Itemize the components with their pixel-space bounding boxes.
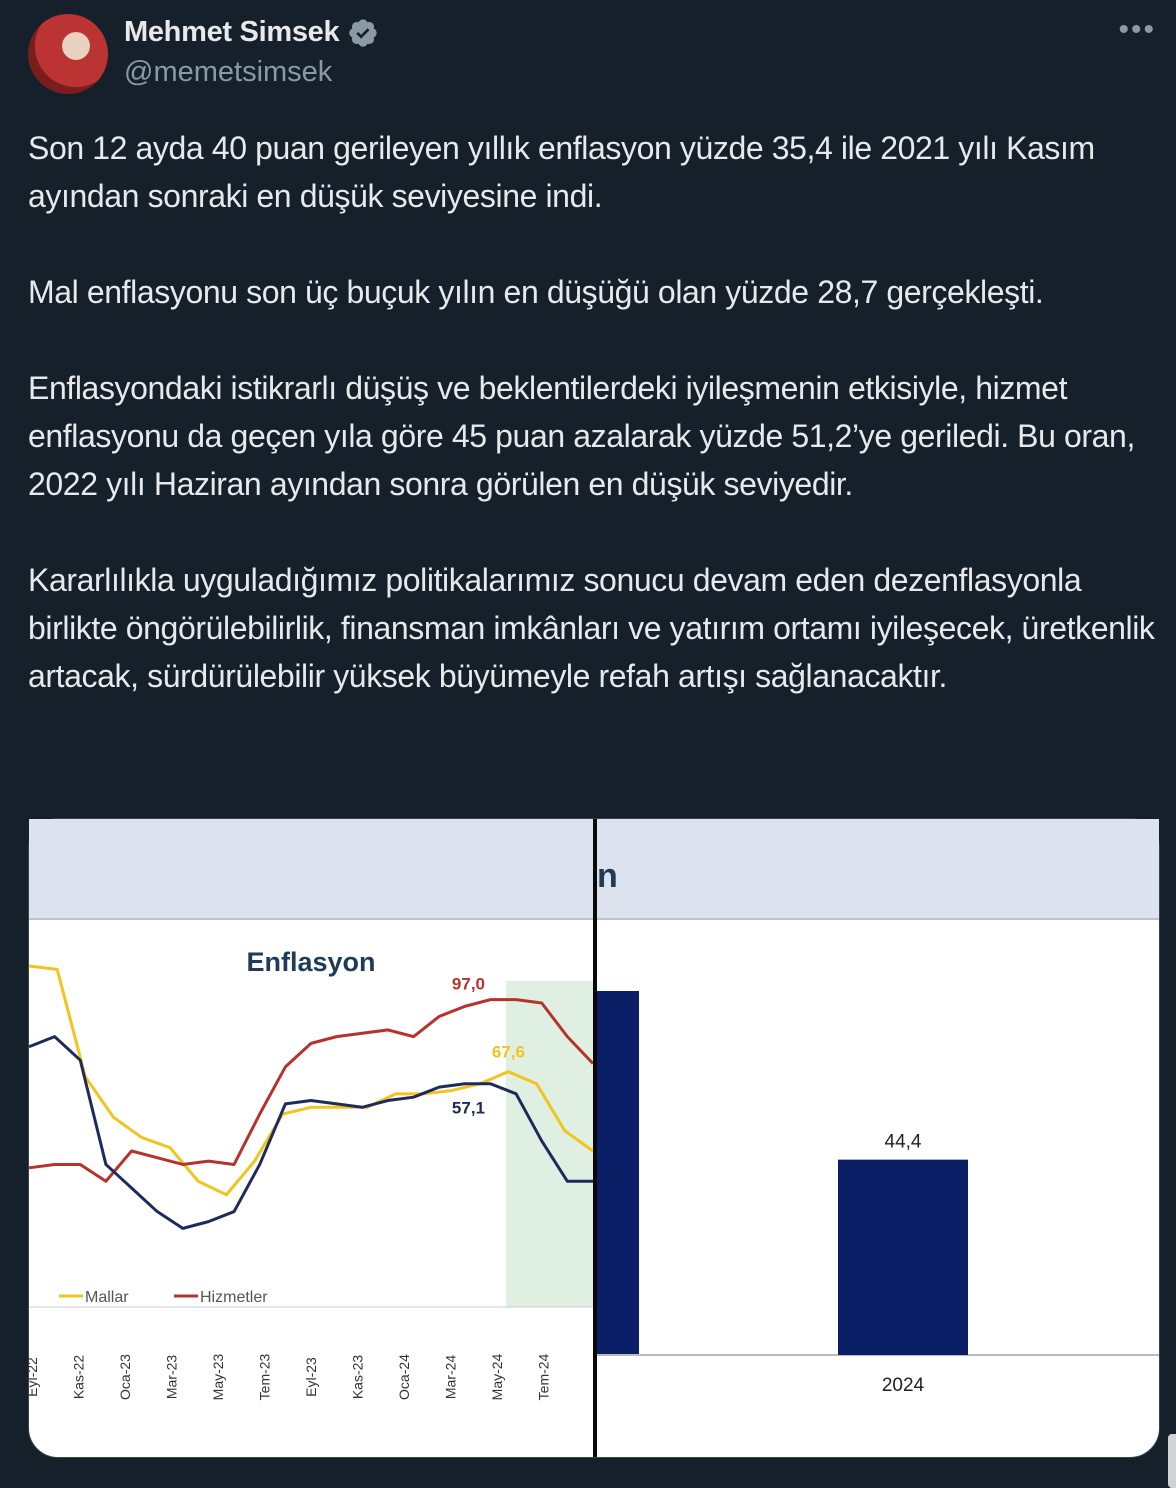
legend-label: Mallar xyxy=(85,1289,129,1306)
slide-header-band xyxy=(597,819,1159,919)
user-name[interactable]: Mehmet Simsek xyxy=(124,16,340,48)
x-tick-label: Kas-22 xyxy=(70,1354,87,1400)
data-label-total: 57,1 xyxy=(451,1098,486,1118)
user-name-row xyxy=(124,16,379,49)
bar-chart xyxy=(597,819,1159,1457)
x-tick-label: Mar-24 xyxy=(442,1354,459,1400)
slide-header-band xyxy=(29,819,593,919)
inflation-line-chart xyxy=(24,819,593,1457)
x-tick-label: Mar-23 xyxy=(163,1354,180,1400)
tweet-text xyxy=(28,124,1163,700)
x-tick-label: May-24 xyxy=(489,1353,505,1401)
x-tick-label: Oca-24 xyxy=(396,1354,412,1400)
more-options-icon[interactable]: ••• xyxy=(1118,13,1156,46)
x-tick-label: Eyl-23 xyxy=(303,1357,319,1397)
data-label-hizmetler: 97,0 xyxy=(451,974,486,994)
legend-label: Hizmetler xyxy=(200,1289,268,1306)
tweet-media-image[interactable] xyxy=(24,818,1160,1458)
slide-header-title: n xyxy=(597,857,618,895)
bar-previous-year xyxy=(597,991,639,1354)
highlight-region xyxy=(506,981,593,1307)
x-tick-label: Oca-23 xyxy=(117,1354,133,1400)
image-divider xyxy=(593,819,597,1457)
x-tick-label: Tem-23 xyxy=(256,1353,273,1401)
x-tick-label: May-23 xyxy=(210,1353,226,1401)
verified-badge-icon xyxy=(347,17,379,49)
tweet-paragraph: Enflasyondaki istikrarlı düşüş ve beklentilerdeki iyileşmenin etkisiyle, hizmet enflasyonu da geçen yıla göre 45 puan azalarak yüzde 51,2’ye geriledi. Bu oran, 2022 yılı Haziran ayından sonra görülen en düşük seviyedir. xyxy=(28,370,1135,502)
bar-value-label: 44,4 xyxy=(884,1131,922,1153)
avatar[interactable] xyxy=(28,14,108,94)
tweet-paragraph: Kararlılıkla uyguladığımız politikalarımız sonucu devam eden dezenflasyonla birlikte öngörülebilirlik, finansman imkânları ve yatırım ortamı iyileşecek, üretkenlik artacak, sürdürülebilir yüksek büyümeyle refah artışı sağlanacaktır. xyxy=(28,562,1155,694)
data-label-mallar: 67,6 xyxy=(491,1042,525,1062)
x-tick-label: Eyl-22 xyxy=(24,1357,40,1397)
chart-title: Enflasyon xyxy=(246,947,376,977)
tweet-paragraph: Son 12 ayda 40 puan gerileyen yıllık enflasyon yüzde 35,4 ile 2021 yılı Kasım ayından sonraki en düşük seviyesine indi. xyxy=(28,130,1095,214)
x-tick-label: Kas-23 xyxy=(349,1354,366,1400)
tweet-paragraph: Mal enflasyonu son üç buçuk yılın en düşüğü olan yüzde 28,7 gerçekleşti. xyxy=(28,274,1044,310)
user-handle[interactable]: @memetsimsek xyxy=(124,56,333,88)
x-tick-label: Tem-24 xyxy=(535,1353,552,1401)
bar xyxy=(838,1160,968,1355)
bar-category-label: 2024 xyxy=(881,1375,925,1396)
scrollbar-thumb[interactable] xyxy=(1168,1434,1176,1488)
